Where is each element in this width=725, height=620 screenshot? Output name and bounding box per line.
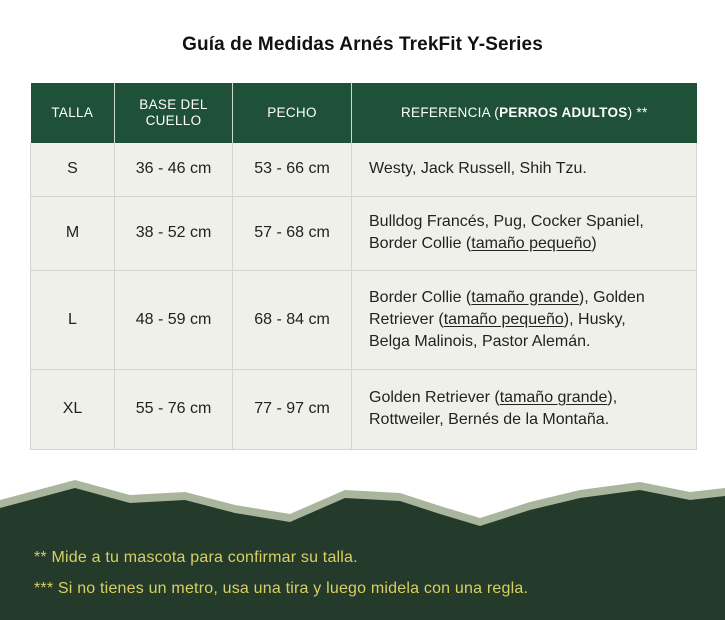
reference-underlined-text: tamaño pequeño <box>471 235 592 252</box>
header-pecho: PECHO <box>233 83 352 143</box>
table-row <box>31 369 697 449</box>
header-referencia <box>352 83 697 143</box>
chest-cell: 53 - 66 cm <box>233 143 352 196</box>
reference-cell <box>352 196 697 270</box>
reference-text: Rottweiler, Bernés de la Montaña. <box>369 411 610 428</box>
reference-text: Border Collie ( <box>369 288 472 306</box>
size-cell: M <box>31 196 115 270</box>
reference-cell <box>352 143 697 196</box>
reference-text: Westy, Jack Russell, Shih Tzu. <box>369 160 587 178</box>
header-talla: TALLA <box>31 83 115 143</box>
reference-text: Border Collie ( <box>369 235 472 252</box>
header-base-cuello <box>115 83 233 143</box>
reference-cell <box>352 369 697 449</box>
reference-text: ) <box>591 235 597 252</box>
chest-cell: 68 - 84 cm <box>233 270 352 369</box>
reference-text: ), Husky, <box>563 310 626 328</box>
size-cell: XL <box>31 369 115 449</box>
reference-underlined-text: tamaño grande <box>471 288 579 306</box>
table-header-row <box>31 83 697 143</box>
reference-text: Golden Retriever ( <box>369 389 500 406</box>
chest-cell: 77 - 97 cm <box>233 369 352 449</box>
reference-text: Bulldog Francés, Pug, Cocker Spaniel, <box>369 213 644 230</box>
neck-cell: 36 - 46 cm <box>115 143 233 196</box>
neck-cell: 55 - 76 cm <box>115 369 233 449</box>
mountain-footer <box>0 460 725 620</box>
table-row <box>31 143 697 196</box>
reference-text: Belga Malinois, Pastor Alemán. <box>369 332 591 350</box>
neck-cell: 38 - 52 cm <box>115 196 233 270</box>
reference-underlined-text: tamaño pequeño <box>443 310 564 328</box>
header-referencia-prefix: REFERENCIA ( <box>400 105 500 120</box>
reference-text: Retriever ( <box>369 310 444 328</box>
size-guide-table <box>30 83 697 450</box>
table-row <box>31 270 697 369</box>
note-use-strip: *** Si no tienes un metro, usa una tira y luego midela con una regla. <box>34 580 529 597</box>
header-referencia-suffix: ) ** <box>627 105 648 120</box>
page-title: Guía de Medidas Arnés TrekFit Y-Series <box>182 34 543 55</box>
header-base-cuello-label: BASE DEL CUELLO <box>139 97 208 128</box>
note-measure-pet: ** Mide a tu mascota para confirmar su talla. <box>34 549 358 566</box>
neck-cell: 48 - 59 cm <box>115 270 233 369</box>
reference-underlined-text: tamaño grande <box>499 389 608 406</box>
size-cell: S <box>31 143 115 196</box>
table-body <box>31 143 697 449</box>
chest-cell: 57 - 68 cm <box>233 196 352 270</box>
reference-cell <box>352 270 697 369</box>
header-referencia-bold: PERROS ADULTOS <box>499 105 628 120</box>
reference-text: ), <box>607 389 618 406</box>
reference-text: ), Golden <box>578 288 645 306</box>
size-cell: L <box>31 270 115 369</box>
table-row <box>31 196 697 270</box>
